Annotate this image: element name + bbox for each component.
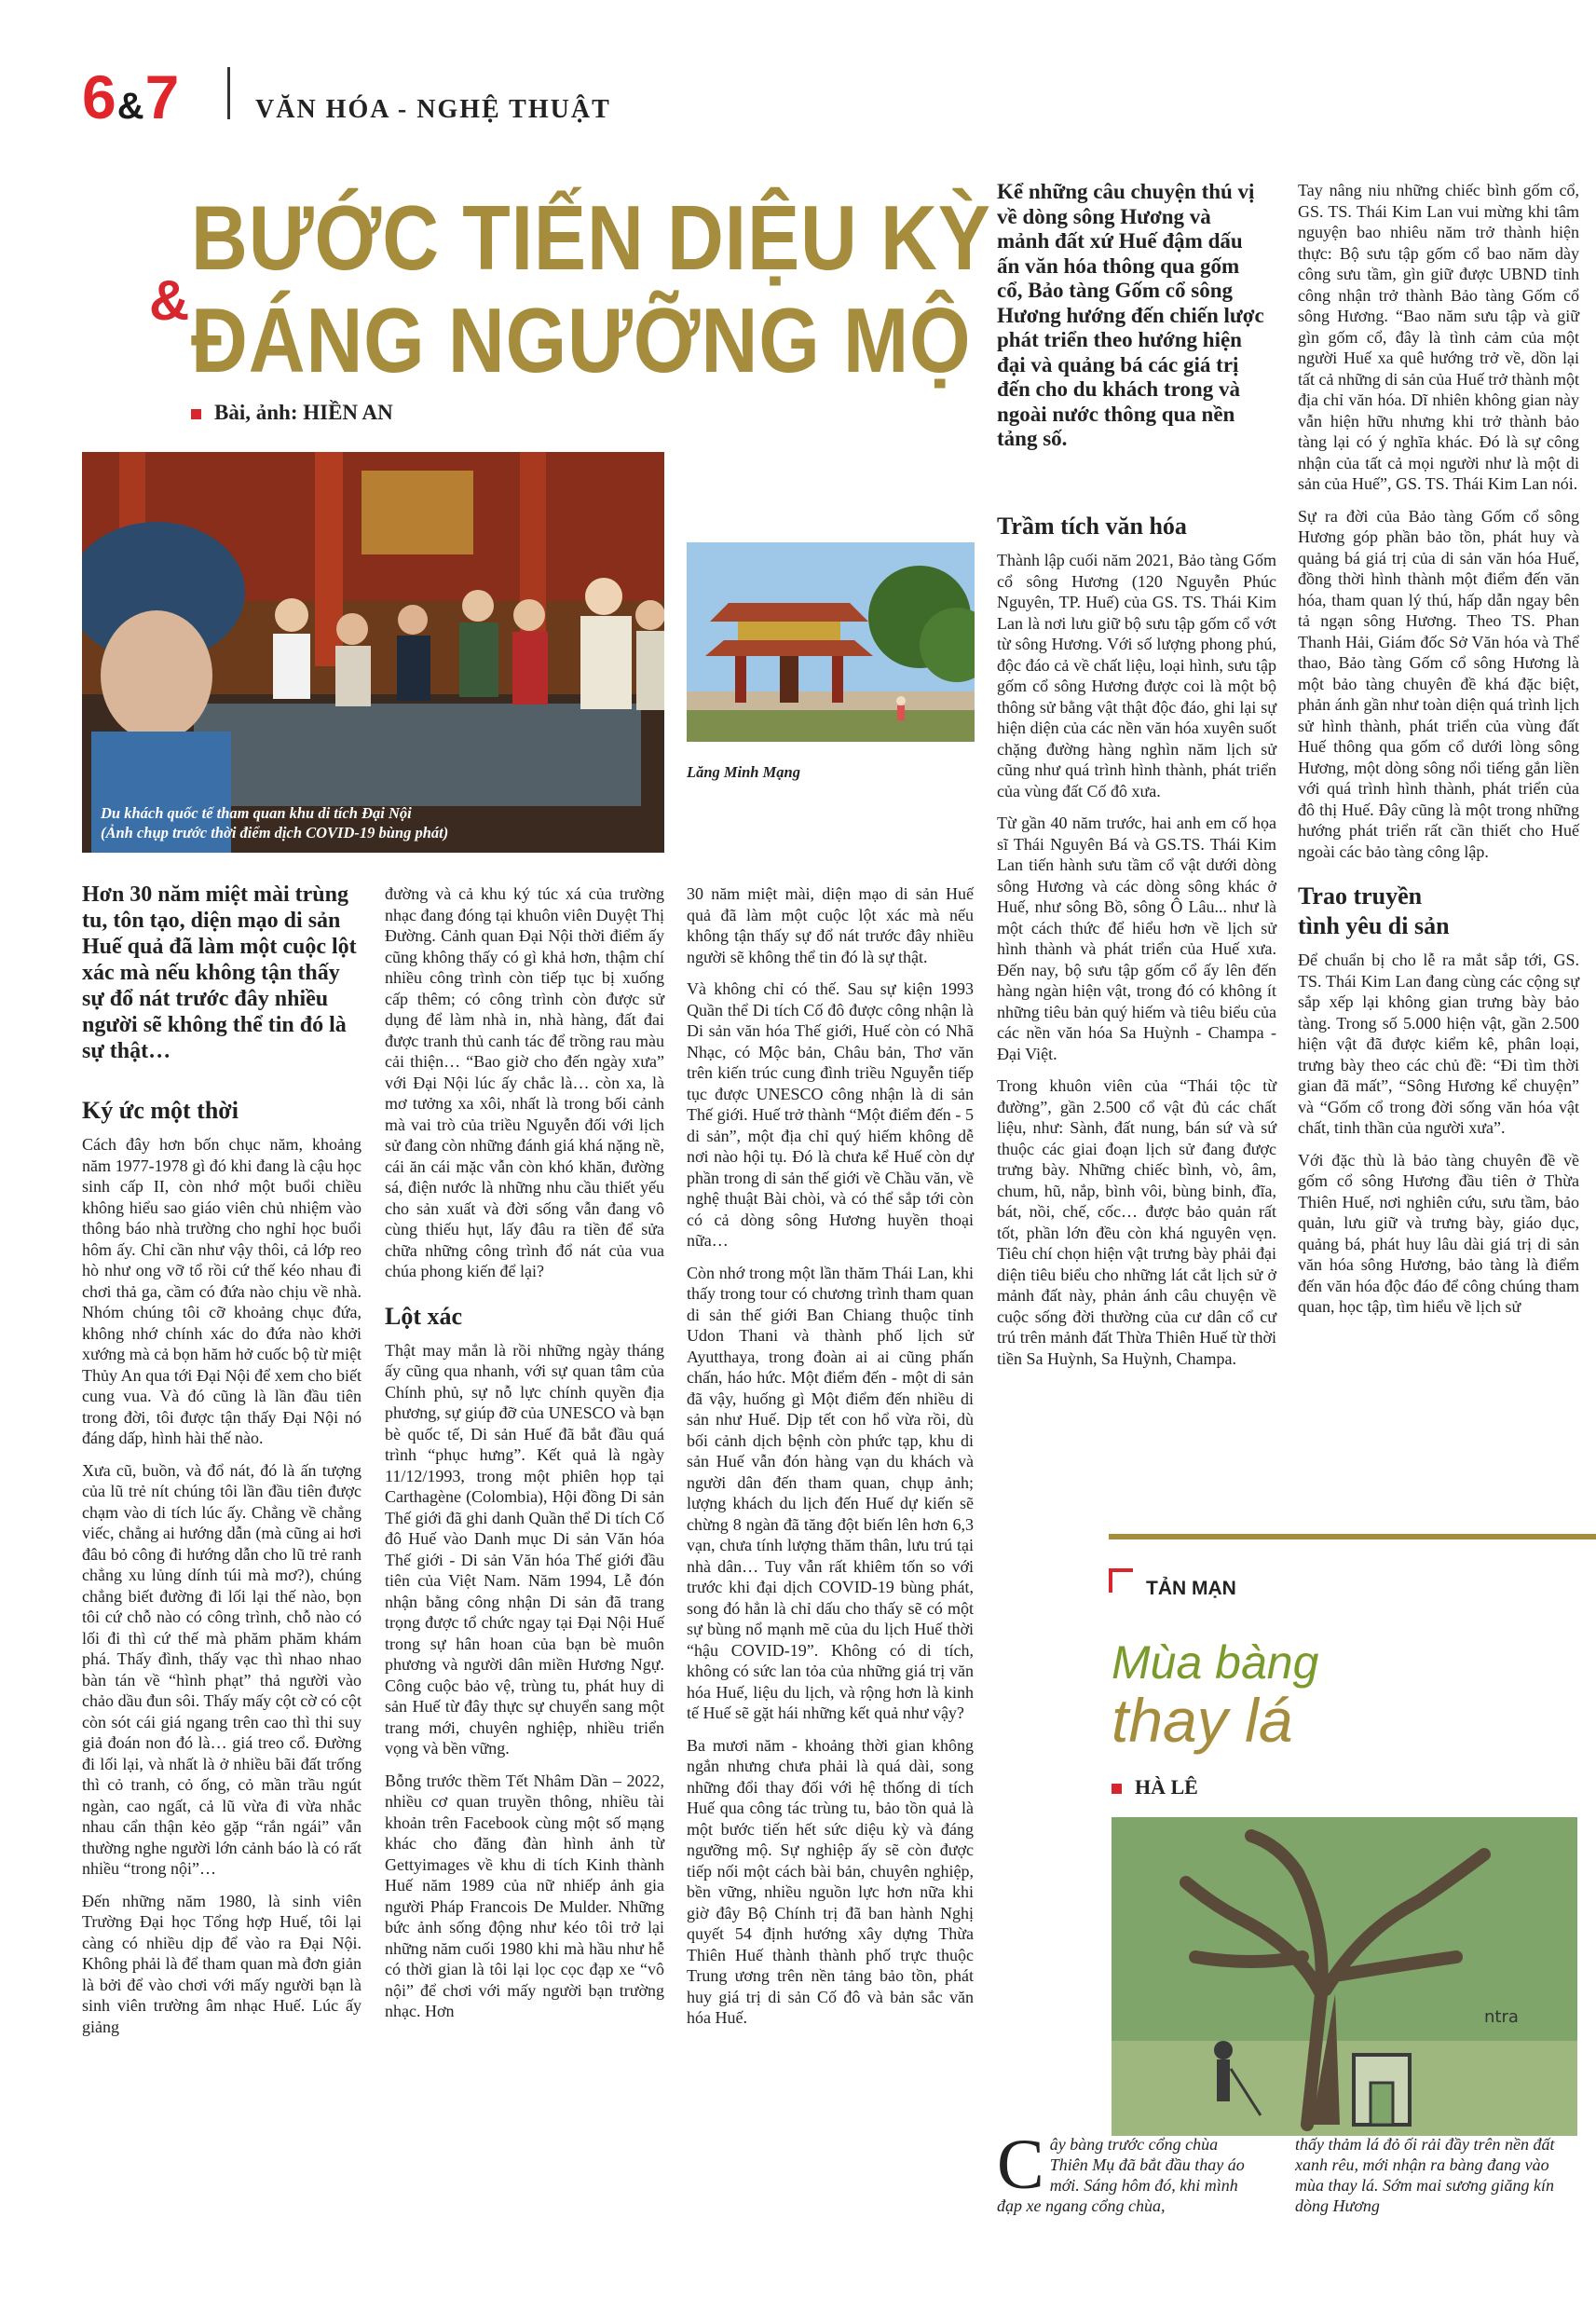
headline-line-2: ĐÁNG NGƯỠNG MỘ	[191, 289, 972, 391]
paragraph: Xưa cũ, buồn, và đổ nát, đó là ấn tượng của lũ trẻ nít chúng tôi lần đầu tiên được chạm vào di tích lúc ấy. Chẳng về chẳng viếc, chẳng ai hướng dẫn (mà cũng ai hơi đâu bỏ công đi hướng dẫn cho lũ trẻ ranh chẳng xu lủng dính túi mà mơ?), chúng chẳng biết đường đi lối lại thế nào, bọn tôi cứ chỗ nào có công trình, chỗ nào có lối đi thì cứ thế mà phăm phăm khám phá. Thấy đình, thấy vạc thì nhao nhao bàn tán về “hình phạt” thả người vào chảo dầu đun sôi. Thấy mấy cột cờ có cột còn sót cái giá ngang trên cao thì thi suy giả đoán non đó là… giá treo cổ. Đường đi lối lại, và nhất là ở nhiều bãi đất trống thì cỏ tranh, cỏ ống, cỏ mần trầu ngút ngàn, cao ngất, cả lũ vừa đi vừa nhắc nhau cẩn thận kẻo gặp “rắn ngái” vẫn thường nghe người lớn cảnh báo là có rất nhiều “trong nội”…	[82, 1460, 361, 1878]
tanman-text-col-1: Cây bàng trước cổng chùa Thiên Mụ đã bắt đầu thay áo mới. Sáng hôm đó, khi mình đạp xe ngang cổng chùa,	[997, 2126, 1245, 2215]
tanman-label: TẢN MẠN	[1146, 1578, 1236, 1599]
paragraph: Đến những năm 1980, là sinh viên Trường Đại học Tổng hợp Huế, tôi lại càng có nhiều dịp để vào ra Đại Nội. Không phải là để tham quan mà đơn giản là bởi để vào chơi với mấy người bạn là sinh viên trường âm nhạc Huế. Lúc ấy giảng	[82, 1891, 361, 2036]
tanman-author: HÀ LÊ	[1112, 1775, 1198, 1799]
main-photo	[82, 452, 664, 853]
paragraph: Thành lập cuối năm 2021, Bảo tàng Gốm cổ sông Hương (120 Nguyễn Phúc Nguyên, TP. Huế) của GS. TS. Thái Kim Lan là nơi lưu giữ bộ sưu tập gốm cổ vớt từ sông Hương. Với số lượng phong phú, độc đáo cả về chất liệu, loại hình, sưu tập gốm cổ sông Hương được coi là một bộ thông sử bằng vật thật độc đáo, ghi lại sự hiện diện của các nền văn hóa xuyên suốt chặng đường hàng nghìn năm lịch sử cũng như quá trình hình thành, phát triển của vùng đất Cố đô xưa.	[997, 551, 1276, 800]
column-1	[82, 1076, 361, 2048]
drop-cap: C	[997, 2126, 1044, 2204]
headline-line-1: BƯỚC TIẾN DIỆU KỲ	[191, 186, 991, 289]
subheading-tram-tich: Trầm tích văn hóa	[997, 513, 1187, 540]
small-photo-caption: Lăng Minh Mạng	[687, 763, 800, 781]
tomb-gate-illustration	[687, 542, 975, 742]
subheading-ky-uc: Ký ức một thời	[82, 1097, 239, 1124]
sapo: Kể những câu chuyện thú vị về dòng sông Hương và mảnh đất xứ Huế đậm dấu ấn văn hóa thông qua gốm cổ, Bảo tàng Gốm cổ sông Hương hướng đến chiến lược phát triển theo hướng hiện đại và quảng bá các giá trị đến cho du khách trong và ngoài nước thông qua nền tảng số.	[997, 180, 1264, 450]
paragraph: Thật may mắn là rồi những ngày tháng ấy cũng qua nhanh, với sự quan tâm của Chính phủ, sự nỗ lực chính quyền địa phương, sự giúp đỡ của UNESCO và bạn bè quốc tế, Di sản Huế đã bắt đầu quá trình “phục hưng”. Kết quả là ngày 11/12/1993, trong một phiên họp tại Carthagène (Colombia), Hội đồng Di sản Thế giới đã ghi danh Quần thể Di tích Cố đô Huế vào Danh mục Di sản Văn hóa Thế giới - Di sản Văn hóa Thế giới đầu tiên của Việt Nam. Năm 1994, Lễ đón nhận bằng công nhận Di sản đã trang trọng được tổ chức ngay tại Đại Nội Huế trong sự hân hoan của bạn bè muôn phương và người dân miền Hương Ngự. Công cuộc bảo vệ, trùng tu, phát huy di sản Huế từ đây thực sự chuyển sang một trang mới, chuyên nghiệp, nhiều triển vọng và bền vững.	[385, 1340, 664, 1758]
paragraph: 30 năm miệt mài, diện mạo di sản Huế quả đã làm một cuộc lột xác mà nếu không tận thấy sự đổ nát trước đây nhiều người sẽ không thể tin đó là sự thật.	[687, 884, 974, 966]
tourists-photo-illustration	[82, 452, 664, 853]
paragraph: Từ gần 40 năm trước, hai anh em cố họa sĩ Thái Nguyên Bá và GS.TS. Thái Kim Lan tiến hành sưu tầm cổ vật dưới dòng sông Hương và các dòng sông khác ở Huế, như sông Bồ, sông Ô Lâu... như là một cách thức để hiểu hơn về lịch sử hình thành và phát triển của Huế xưa. Đến nay, bộ sưu tập gốm cổ ấy lên đến hàng ngàn hiện vật, trong đó có không ít những tiêu bản quý hiếm và tiêu biểu của các nền văn hóa Sa Huỳnh - Champa - Đại Việt.	[997, 814, 1276, 1063]
headline	[191, 186, 991, 391]
subheading-lot-xac: Lột xác	[385, 1302, 463, 1330]
paragraph: Ba mươi năm - khoảng thời gian không ngắn nhưng chưa phải là quá dài, song những đổi thay đối với hệ thống di tích Huế qua công tác trùng tu, bảo tồn quả là một bước tiến hết sức diệu kỳ và đáng ngưỡng mộ. Sự nghiệp ấy sẽ còn được tiếp nối một cách bài bản, chuyên nghiệp, bền vững, nhiều nguồn lực hơn nữa khi giờ đây Bộ Chính trị đã ban hành Nghị quyết 54 định hướng xây dựng Thừa Thiên Huế thành thành phố trực thuộc Trung ương trên nền tảng bảo tồn, phát huy giá trị di sản Cố đô và bản sắc văn hóa Huế.	[687, 1735, 974, 2027]
small-photo	[687, 542, 975, 742]
lead-paragraph: Hơn 30 năm miệt mài trùng tu, tôn tạo, diện mạo di sản Huế quả đã làm một cuộc lột xác mà nếu không tận thấy sự đổ nát trước đây nhiều người sẽ không thể tin đó là sự thật…	[82, 882, 357, 1063]
byline: Bài, ảnh: HIỀN AN	[191, 401, 393, 425]
paragraph: Sự ra đời của Bảo tàng Gốm cổ sông Hương góp phần bảo tồn, phát huy và quảng bá giá trị của di sản văn hóa Huế, đồng thời hình thành một điểm đến văn hóa, tham quan lý thú, hấp dẫn ngay bên tả ngạn sông Hương. Theo TS. Phan Thanh Hải, Giám đốc Sở Văn hóa và Thể thao, Bảo tàng Gốm cổ sông Hương là một bảo tàng chuyên đề khá đặc biệt, phản ánh gần như toàn diện quá trình lịch sử hình thành, phát triển của vùng đất Huế thông qua gốm cổ dưới lòng sông Hương, một dòng sông nổi tiếng gắn liền với quá trình hình thành, phát triển của đô thị Huế. Đây cũng là một trong những hướng phát triển rất cần thiết cho Huế ngoài các bảo tàng công lập.	[1298, 506, 1579, 861]
paragraph: Và không chỉ có thế. Sau sự kiện 1993 Quần thể Di tích Cố đô được công nhận là Di sản văn hóa Thế giới, Huế còn có Nhã Nhạc, có Mộc bản, Châu bản, Thơ văn trên kiến trúc cung đình triều Nguyễn tiếp tục được UNESCO công nhận là di sản Thế giới. Huế trở thành “Một điểm đến - 5 di sản”, một địa chỉ quý hiếm không dễ nơi nào hội tụ. Đó là chưa kể Huế còn dự phần trong di sản thế giới về Chầu văn, về nghệ thuật Bài chòi, và có thể sắp tới còn có cả dòng sông Hương huyền thoại nữa…	[687, 979, 974, 1250]
header-divider	[227, 67, 230, 119]
paragraph: Tay nâng niu những chiếc bình gốm cổ, GS. TS. Thái Kim Lan vui mừng khi tâm nguyện bao nhiêu năm trở thành hiện thực: Bộ sưu tập gốm cổ bao năm dày công sưu tầm, gìn giữ được UBND tỉnh công nhận trở thành Bảo tàng Gốm cổ sông Hương. “Bao năm sưu tập và giữ gìn gốm cổ, đây là tình cảm của một người Huế xa quê hướng trở về, dồn lại tất cả những di sản của Huế trở thành một địa chỉ văn hóa. Dĩ nhiên không gian này vẫn hiện hữu nhưng khi trở thành bảo tàng lại có ý nghĩa khác. Đó là sự công nhận của tất cả mọi người như là một di sản của Huế”, GS. TS. Thái Kim Lan nói.	[1298, 181, 1579, 493]
subheading-trao-truyen-2: tình yêu di sản	[1298, 912, 1450, 939]
paragraph: Với đặc thù là bảo tàng chuyên đề về gốm cổ sông Hương đầu tiên ở Thừa Thiên Huế, nơi nghiên cứu, sưu tầm, bảo quản, lưu giữ và trưng bày, giáo dục, quảng bá, phát huy lâu dài giá trị di sản văn hóa sông Hương, bảo tàng là điểm đến văn hóa độc đáo để công chúng tham quan, học tập, tìm hiểu về lịch sử	[1298, 1150, 1579, 1316]
tanman-bracket-icon	[1109, 1568, 1133, 1593]
paragraph: Cách đây hơn bốn chục năm, khoảng năm 1977-1978 gì đó khi đang là cậu học sinh cấp II, còn nhớ một buổi chiều không hiểu sao giáo viên chủ nhiệm vào thông báo nhà trường cho nghỉ học buổi hôm ấy. Chỉ cần như vậy thôi, cả lớp reo hò như ong vỡ tổ rồi cứ thế kéo nhau đi chơi thả ga, cầm có đứa nào chịu về nhà. Nhóm chúng tôi cỡ khoảng chục đứa, không nhớ chính xác do đứa nào khởi xướng mà cả bọn hăm hở cuốc bộ từ miệt Thủy An qua tới Đại Nội để xem cho biết cung vua. Và đó cũng là lần đầu tiên trong đời, tôi được tận thấy Đại Nội nó đáng dấp, hình hài thế nào.	[82, 1135, 361, 1447]
page-number-amp: &	[116, 86, 145, 127]
paragraph: Trong khuôn viên của “Thái tộc từ đường”, gần 2.500 cổ vật đủ các chất liệu, như: Sành, đất nung, bán sứ và sứ thuộc các giai đoạn lịch sử đang được trưng bày. Những chiếc bình, vò, âm, chum, hũ, nắp, bình vôi, bùng binh, đĩa, bát, nồi, chế, cốc… được bảo quản rất tốt, phần lớn đều còn khá nguyên vẹn. Tiêu chí chọn hiện vật trưng bày phải đại diện tiêu biểu cho những lát cắt lịch sử ở mảnh đất này, phản ánh câu chuyện về cuộc sống đời thường của cư dân cổ cư trú trên mảnh đất Thừa Thiên Huế từ thời tiền Sa Huỳnh, Sa Huỳnh, Champa.	[997, 1076, 1276, 1368]
tanman-divider	[1109, 1534, 1596, 1539]
column-4	[997, 492, 1276, 1380]
tanman-title-line-1: Mùa bàng	[1112, 1636, 1319, 1689]
column-2	[385, 883, 664, 2033]
tree-illustration	[1112, 1817, 1577, 2136]
paragraph: Bỗng trước thềm Tết Nhâm Dần – 2022, nhiều cơ quan truyền thông, nhiều tài khoản trên Facebook cùng một số mạng khác cho đăng đàn hình ảnh từ Gettyimages về khu di tích Kinh thành Huế năm 1989 của nữ nhiếp ảnh gia người Pháp Francois De Mulder. Những bức ảnh sống động như kéo tôi trở lại những năm cuối 1980 khi mà hầu như hễ có thời gian là tôi lại lọc cọc đạp xe “vô nội” để chơi với mấy người bạn trường nhạc. Hơn	[385, 1771, 664, 2020]
tanman-text-col-2: thấy thảm lá đỏ ối rải đầy trên nền đất xanh rêu, mới nhận ra bàng đang vào mùa thay lá. Sớm mai sương giăng kín dòng Hương	[1295, 2135, 1555, 2215]
main-photo-caption: Du khách quốc tế tham quan khu di tích Đại Nội (Ảnh chụp trước thời điểm dịch COVID-19 bùng phát)	[101, 804, 449, 841]
headline-ampersand: &	[149, 269, 190, 332]
subheading-trao-truyen-1: Trao truyền	[1298, 882, 1423, 910]
column-3	[687, 883, 974, 2040]
paragraph: đường và cả khu ký túc xá của trường nhạc đang đóng tại khuôn viên Duyệt Thị Đường. Cảnh quan Đại Nội thời điểm ấy cũng không thấy có gì khả hơn, thậm chí nhiều công trình còn tiếp tục bị xuống cấp thêm; có công trình còn được sử dụng để làm nhà in, nhà hàng, đất đai được tranh thủ canh tác để trồng rau màu cải thiện… “Bao giờ cho đến ngày xưa” với Đại Nội lúc ấy chắc là… còn xa, là mơ tưởng xa xôi, nhất là trong bối cảnh mà vai trò của triều Nguyễn đối với lịch sử đang còn những đánh giá khá nặng nề, cái ăn cái mặc vẫn còn khó khăn, đường sá, điện nước là những nhu cầu thiết yếu cho sản xuất và đời sống vẫn đang vô cùng thiếu hụt, lấy đâu ra tiền để sửa chữa những công trình đổ nát của vua chúa phong kiến để lại?	[385, 884, 664, 1280]
page-number: 6&7	[82, 62, 181, 131]
tanman-title-line-2: thay lá	[1112, 1686, 1293, 1755]
red-square-icon	[1112, 1784, 1122, 1794]
column-5	[1298, 180, 1579, 1329]
paragraph: Còn nhớ trong một lần thăm Thái Lan, khi thấy trong tour có chương trình tham quan di sản thế giới Ban Chiang thuộc tỉnh Udon Thani và thành phố lịch sử Ayutthaya, trong đoàn ai ai cũng phấn chấn, háo hức. Một điểm đến - một di sản đã vậy, huống gì Một điểm đến nhiều di sản như Huế. Dịp tết con hổ vừa rồi, dù bối cảnh dịch bệnh còn phức tạp, khu di sản Huế vẫn đón hàng vạn du khách và người dân đến tham quan, chụp ảnh; lượng khách du lịch đến Huế dự kiến sẽ chừng 8 ngàn đã tăng đột biến lên hơn 6,3 vạn, chưa tính lượng thăm thân, lưu trú tại nhà dân… Tuy vẫn rất khiêm tốn so với trước khi đại dịch COVID-19 bùng phát, song đó hẳn là chỉ dấu cho thấy sẽ có một sự bùng nổ mạnh mẽ của du lịch Huế thời “hậu COVID-19”. Không có di tích, không có sức lan tỏa của những giá trị văn hóa Huế, liệu du lịch, và rộng hơn là kinh tế Huế sẽ gặt hái những kết quả như vậy?	[687, 1263, 974, 1722]
section-title: VĂN HÓA - NGHỆ THUẬT	[255, 95, 611, 124]
illustration-signature: ntra	[1484, 2007, 1519, 2027]
paragraph: Để chuẩn bị cho lễ ra mắt sắp tới, GS. TS. Thái Kim Lan đang cùng các cộng sự sắp xếp lại không gian trưng bày bảo tàng. Trong số 5.000 hiện vật, gần 2.500 hiện vật đã được kiểm kê, phân loại, trưng bày theo các chủ đề: “Đi tìm thời gian đã mất”, “Sông Hương kể chuyện” và “Gốm cổ trong đời sống văn hóa vật chất, tinh thần của người xưa”.	[1298, 951, 1579, 1137]
red-square-icon	[191, 409, 201, 419]
